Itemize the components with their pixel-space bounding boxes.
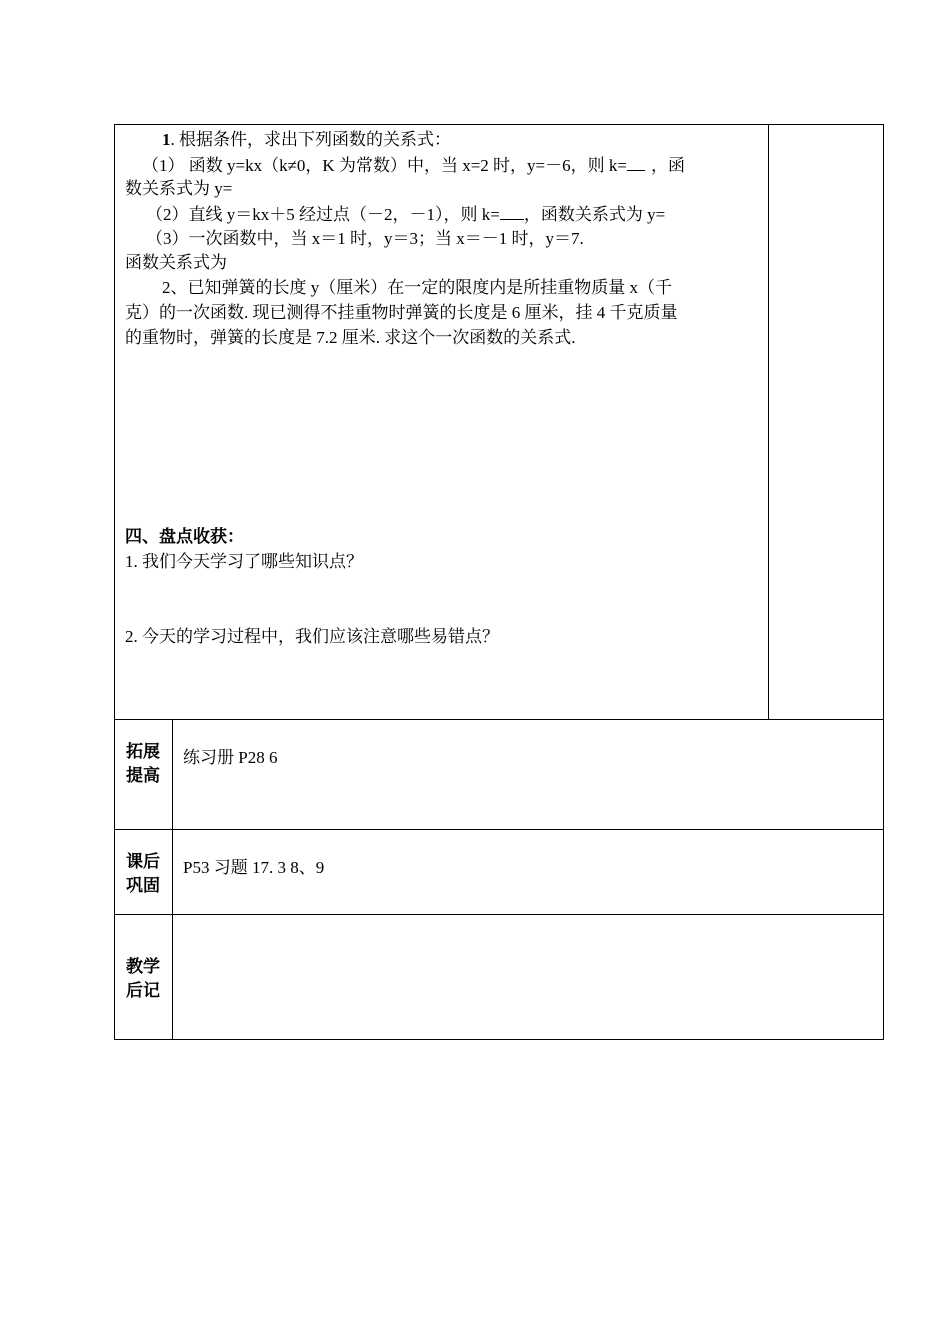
q1-2-suffix: ，函数关系式为 y= [523,205,666,224]
q2-line3: 的重物时，弹簧的长度是 7.2 厘米. 求这个一次函数的关系式. [125,328,576,347]
q1-3-line2: 函数关系式为 [125,253,227,272]
table-border-bottom [114,1039,884,1040]
q2-line2: 克）的一次函数. 现已测得不挂重物时弹簧的长度是 6 厘米，挂 4 千克质量 [125,303,678,322]
q1-2-prefix: （2）直线 y＝kx＋5 经过点（－2，－1），则 k= [146,205,500,224]
row-content-homework: P53 习题 17. 3 8、9 [183,858,325,877]
row-label-teaching-notes-line1: 教学 [126,957,160,976]
row-label-extension [126,740,166,788]
notes-column-divider [768,124,769,720]
row-label-teaching-notes-line2: 后记 [126,981,160,1000]
label-column-divider [172,719,173,1040]
row-label-extension-line2: 提高 [126,766,160,785]
q1-1-k-blank [627,153,645,171]
row-divider-2 [114,829,884,830]
row-label-homework-line2: 巩固 [126,876,160,895]
q1-2-k-blank [500,202,524,220]
q1-3-line: （3）一次函数中，当 x＝1 时，y＝3；当 x＝－1 时，y＝7. [146,229,584,248]
row-divider-3 [114,914,884,915]
q1-2-line [146,202,665,227]
q1-1-prefix: （1） 函数 y=kx（k≠0，K 为常数）中，当 x=2 时，y=－6，则 k= [142,156,627,175]
row-content-extension: 练习册 P28 6 [183,748,278,767]
row-label-homework-line1: 课后 [126,852,160,871]
q2-line1: 2、已知弹簧的长度 y（厘米）在一定的限度内是所挂重物质量 x（千 [162,278,672,297]
q1-number: 1 [162,130,171,149]
q1-1-line2: 数关系式为 y= [125,179,233,198]
summary-heading: 四、盘点收获： [125,527,244,546]
summary-item-2: 2. 今天的学习过程中，我们应该注意哪些易错点？ [125,627,499,646]
row-label-extension-line1: 拓展 [126,742,160,761]
q1-intro-text: . 根据条件，求出下列函数的关系式： [170,130,451,149]
summary-item-1: 1. 我们今天学习了哪些知识点？ [125,552,363,571]
q1-1-line [142,153,685,178]
row-label-homework [126,850,166,898]
row-divider-1 [114,719,884,720]
table-border-left [114,124,115,1040]
q1-1-suffix: ，函 [650,156,685,175]
q1-intro [162,128,451,152]
row-label-teaching-notes [126,955,166,1003]
table-border-right [883,124,884,1040]
